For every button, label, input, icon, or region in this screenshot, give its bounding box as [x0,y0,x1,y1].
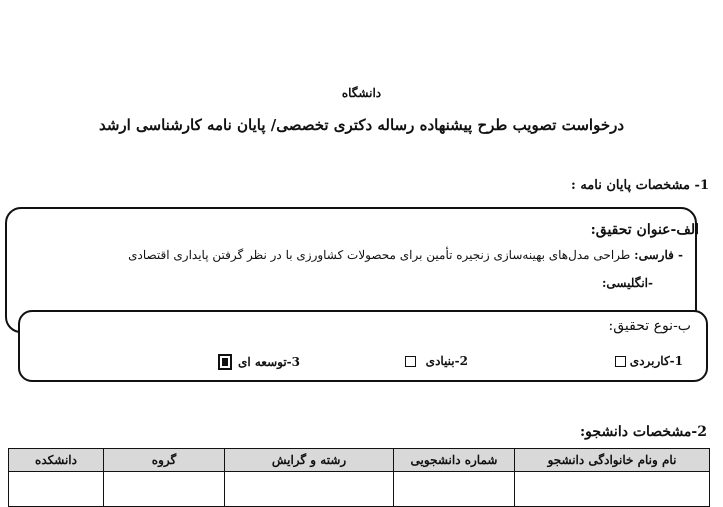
farsi-title-line [128,248,683,262]
research-title-heading: الف-عنوان تحقیق: [590,222,699,238]
table-header-row [9,449,710,472]
faculty-cell[interactable] [9,472,104,507]
table-row [9,472,710,507]
column-header-field: رشته و گرایش [225,449,394,472]
checkbox-icon[interactable] [405,356,416,367]
option-label: 2-بنیادی [425,354,468,368]
section2-heading: 2-مشخصات دانشجو: [580,424,707,440]
research-type-option-fundamental[interactable] [405,354,468,368]
group-cell[interactable] [104,472,225,507]
field-cell[interactable] [225,472,394,507]
form-title: درخواست تصویب طرح پیشنهاده رساله دکتری تخصصی/ پایان نامه کارشناسی ارشد [98,116,625,134]
option-label: 1-کاربردی [629,354,683,368]
section1-heading: 1- مشخصات پایان نامه : [571,178,709,193]
column-header-group: گروه [104,449,225,472]
student-name-cell[interactable] [515,472,710,507]
checked-checkbox-icon[interactable] [218,354,232,370]
option-label: 3-توسعه ای [237,355,300,369]
farsi-title-label: - فارسی: [634,248,683,262]
checkbox-icon[interactable] [615,356,626,367]
research-type-option-developmental[interactable] [218,354,300,370]
research-type-box [18,310,708,382]
student-number-cell[interactable] [394,472,515,507]
student-info-table [8,448,710,507]
farsi-title-value[interactable]: طراحی مدل‌های بهینه‌سازی زنجیره تأمین برای محصولات کشاورزی با در نظر گرفتن پایداری اقتصادی [128,248,631,262]
column-header-faculty: دانشکده [9,449,104,472]
research-type-heading: ب-نوع تحقیق: [608,318,691,334]
english-title-label: -انگلیسی: [601,276,653,290]
research-type-option-applied[interactable] [615,354,683,368]
university-label: دانشگاه [341,86,382,100]
column-header-student-number: شماره دانشجویی [394,449,515,472]
column-header-student-name: نام ونام خانوادگی دانشجو [515,449,710,472]
